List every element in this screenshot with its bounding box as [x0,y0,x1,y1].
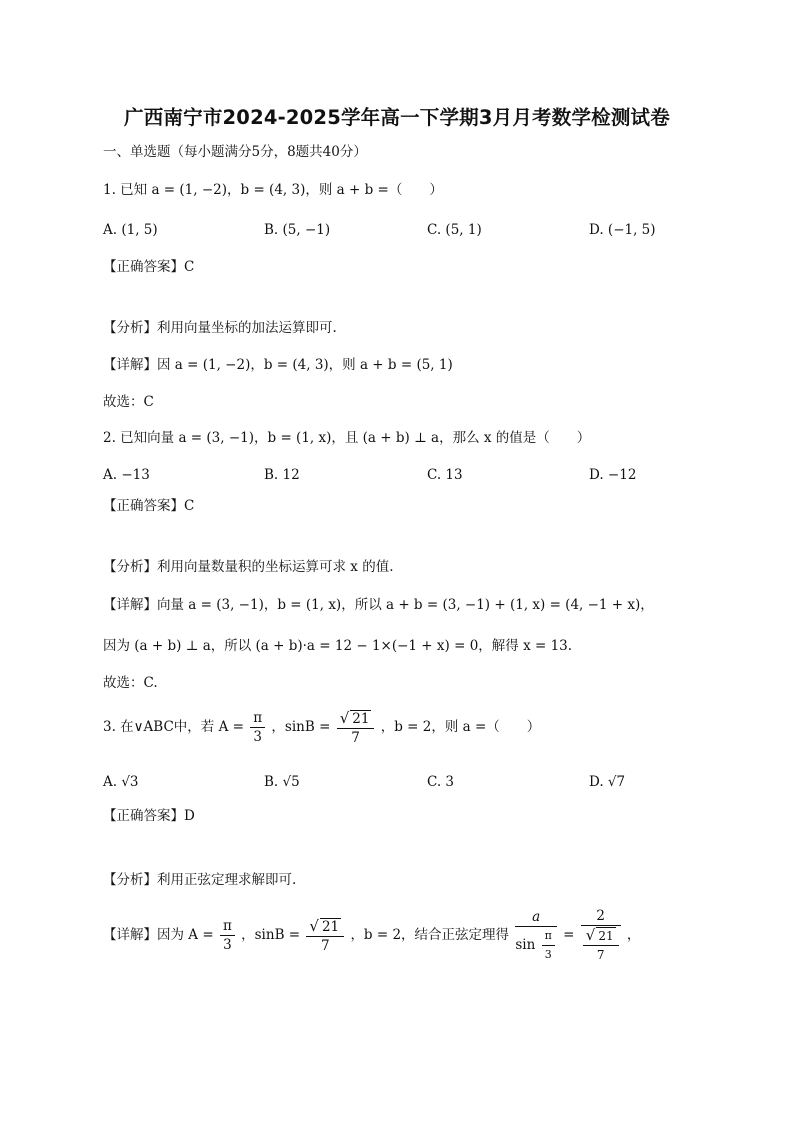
question-1-stem: 1. 已知 a = (1, −2)，b = (4, 3)，则 a + b =（ ） [103,182,443,198]
page-title: 广西南宁市2024-2025学年高一下学期3月月考数学检测试卷 [124,106,670,129]
q3-detail-pi: π [220,917,235,936]
q3-law-sin-pi-3: sin $\frac{\pi}{3}$ [515,927,556,964]
q3-stem-prefix: 3. 在∨ABC中，若 A = [103,719,244,735]
q2-option-c: C. 13 [427,467,463,483]
q3-law-of-sines-right [581,907,621,964]
q3-three: 3 [253,729,262,745]
q3-option-d: D. √7 [589,774,626,790]
q3-option-b: B. √5 [264,774,300,790]
q3-pi: π [250,709,265,728]
q3-angle-fraction [250,709,265,746]
q3-detail: 【详解】因为 A = $\frac{\pi}{3}$ ，sinB = $\frac{√ 21}{7}$ ，b = 2，结合正弦定理得 a sin $\frac{\pi}{3}$ = $\frac{2}{\frac{√ 21}{7}}$ ， [103,908,641,962]
q1-option-a: A. (1, 5) [103,222,158,238]
q3-detail-prefix: 【详解】因为 A = [103,927,214,943]
q2-choose: 故选：C. [103,675,158,691]
q3-detail-sqrt21: √ 21 [306,917,344,937]
q2-detail-2: 因为 (a + b) ⊥ a，所以 (a + b)·a = 12 − 1×(−1 + x) = 0，解得 x = 13. [103,638,573,654]
q2-option-b: B. 12 [264,467,300,483]
q3-law-of-sines-left [515,908,556,964]
q1-answer: 【正确答案】C [103,259,195,275]
q3-sinb-label: ，sinB = [271,719,331,735]
q3-seven: 7 [351,729,360,746]
q3-answer: 【正确答案】D [103,808,195,824]
question-2-stem: 2. 已知向量 a = (3, −1)，b = (1, x)，且 (a + b) ⊥ a，那么 x 的值是（ ） [103,430,591,446]
q2-option-a: A. −13 [103,467,150,483]
q3-detail-three: 3 [223,937,232,953]
q1-option-d: D. (−1, 5) [589,222,656,238]
question-3-stem [103,708,540,747]
q3-sinb-fraction [337,709,375,747]
q3-sqrt21: √ 21 [337,709,375,729]
q3-law-two: 2 [581,907,621,926]
q3-law-a: a [515,908,556,927]
q3-detail-mid: ，b = 2，结合正弦定理得 [350,927,510,943]
q2-analysis: 【分析】利用向量数量积的坐标运算可求 x 的值. [103,559,394,575]
q3-law-sqrt21-over-7: $\frac{√ 21}{7}$ [581,926,621,964]
q3-detail-angle-fraction [220,917,235,954]
q1-option-b: B. (5, −1) [264,222,331,238]
q3-detail-sinb-label: ，sinB = [241,927,301,943]
q3-option-c: C. 3 [427,774,455,790]
q1-analysis: 【分析】利用向量坐标的加法运算即可. [103,320,337,336]
q3-detail-seven: 7 [320,937,330,954]
q3-option-a: A. √3 [103,774,139,790]
q3-detail-comma: ， [626,927,641,943]
q3-analysis: 【分析】利用正弦定理求解即可. [103,872,297,888]
q3-detail-sinb-fraction [306,917,344,955]
q1-choose: 故选：C [103,394,154,410]
section-heading: 一、单选题（每小题满分5分，8题共40分） [103,144,367,160]
q3-stem-suffix: ，b = 2，则 a =（ ） [380,719,541,735]
q2-detail-1: 【详解】向量 a = (3, −1)，b = (1, x)，所以 a + b = (3, −1) + (1, x) = (4, −1 + x)， [103,597,654,613]
q2-answer: 【正确答案】C [103,498,195,514]
q1-detail: 【详解】因 a = (1, −2)，b = (4, 3)，则 a + b = (5, 1) [103,357,453,373]
q2-option-d: D. −12 [589,467,637,483]
q1-option-c: C. (5, 1) [427,222,482,238]
